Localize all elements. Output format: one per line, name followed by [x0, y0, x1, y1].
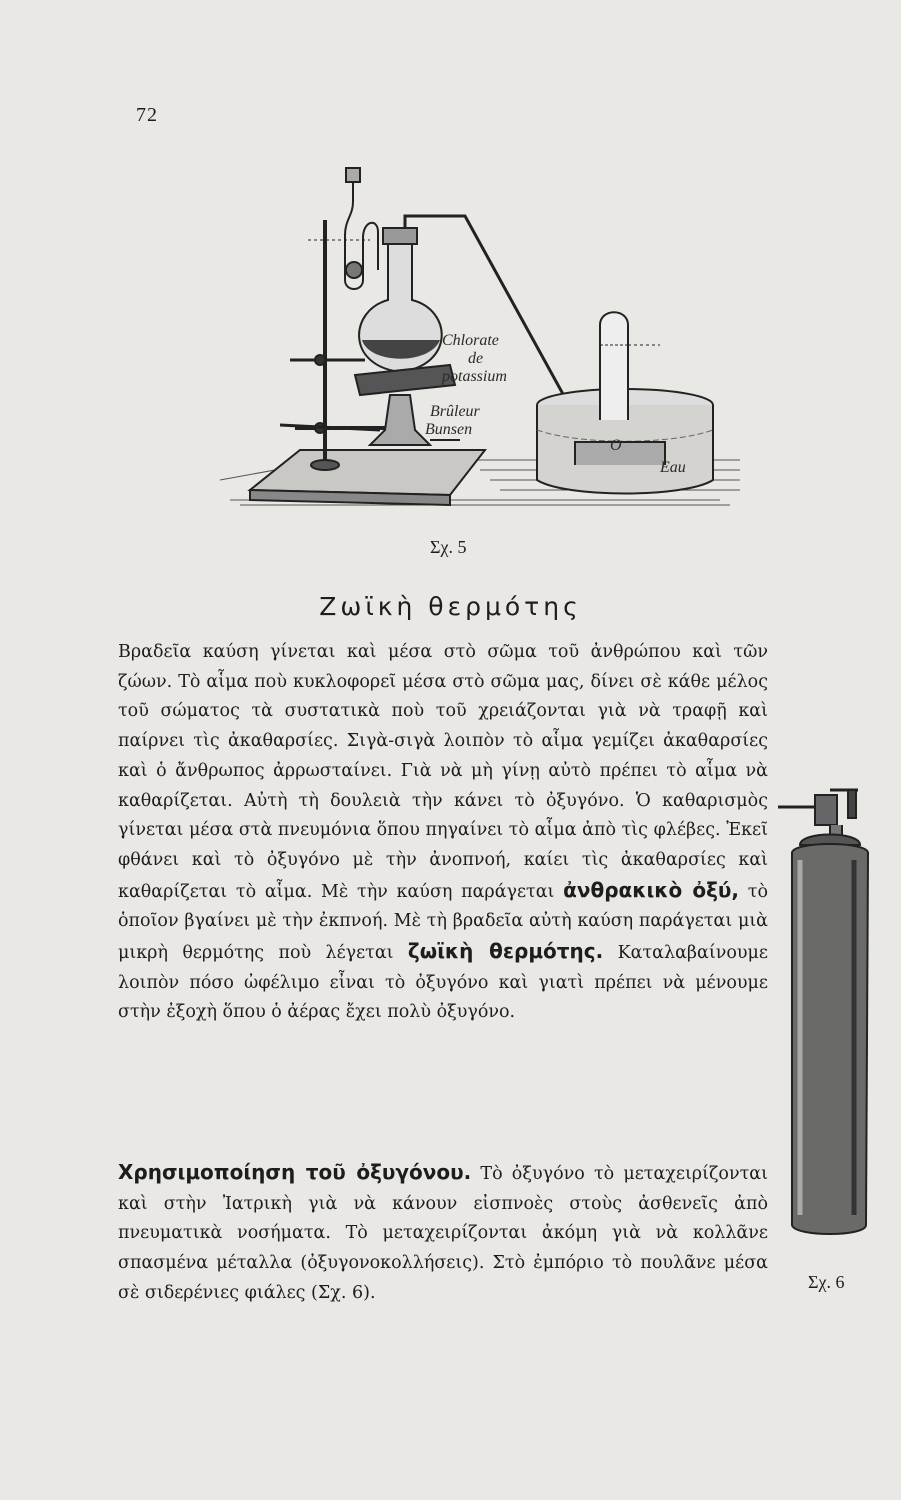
page-number: 72 [136, 104, 158, 126]
paragraph1-text-a: Βραδεῖα καύση γίνεται καὶ μέσα στὸ σῶμα τοῦ ἀνθρώπου καὶ τῶν ζώων. Τὸ αἷμα ποὺ κυκλοφορεῖ μέσα στὸ σῶμα μας, δίνει σὲ κάθε μέλος τοῦ σώματος τὰ συστατικὰ ποὺ τοῦ χρειάζονται γιὰ νὰ τραφῇ καὶ παίρνει τὶς ἀκαθαρσίες. Σιγὰ-σιγὰ λοιπὸν τὸ αἷμα γεμίζει ἀκαθαρσίες καὶ ὁ ἄνθρωπος ἀρρωσταίνει. Γιὰ νὰ μὴ γίνῃ αὐτὸ πρέπει τὸ αἷμα νὰ καθαρίζεται. Αὐτὴ τὴ δουλειὰ τὴν κάνει τὸ ὀξυγόνο. Ὁ καθαρισμὸς γίνεται μέσα στὰ πνευμόνια ὅπου πηγαίνει τὸ αἷμα ἀπὸ τὶς φλέβες. Ἐκεῖ φθάνει καὶ τὸ ὀξυγόνο μὲ τὴν ἀνοπνοή, καίει τὶς ἀκαθαρσίες καὶ καθαρίζεται τὸ αἷμα. Μὲ τὴν καύση παράγεται [118, 642, 768, 902]
paragraph1-bold-1: ἀνθρακικὸ ὀξύ, [563, 877, 740, 902]
oxygen-apparatus-illustration [220, 160, 740, 520]
chlorate-label-1: Chlorate [442, 332, 499, 349]
bunsen-burner [370, 395, 430, 445]
paragraph2-text: Τὸ ὀξυγόνο τὸ μεταχειρίζονται καὶ στὴν Ἰατρικὴ γιὰ νὰ κάνουν εἰσπνοὲς στοὺς ἀσθενεῖς ἀπὸ πνευματικὰ νοσήματα. Τὸ μεταχειρίζονται ἀκόμη γιὰ νὰ κολλᾶνε σπασμένα μέταλλα (ὀξυγονοκολλήσεις). Στὸ ἐμπόριο τὸ πουλᾶνε μέσα σὲ σιδερένιες φιάλες (Σχ. 6). [118, 1164, 768, 1303]
chlorate-label-2: de [468, 350, 484, 367]
paragraph-oxygen-usage [118, 1158, 768, 1309]
paragraph2-heading: Χρησιμοποίηση τοῦ ὀξυγόνου. [118, 1160, 472, 1184]
figure-5-caption: Σχ. 5 [430, 537, 467, 557]
chlorate-label-3: potassium [442, 368, 507, 385]
section-title: Ζωϊκὴ θερμότης [319, 592, 582, 621]
oxygen-cylinder-illustration [770, 785, 880, 1255]
paragraph1-bold-2: ζωϊκὴ θερμότης. [407, 939, 604, 964]
cylinder-body [792, 844, 868, 1234]
eau-label: Eau [660, 459, 686, 476]
paragraph1-text-b: τὸ ὁποῖον βγαίνει μὲ τὴν ἐκπνοή. Μὲ τὴ βραδεῖα αὐτὴ καύση παράγεται μιὰ μικρὴ θερμότης ποὺ λέγεται [118, 881, 768, 964]
bruleur-label-1: Brûleur [430, 403, 480, 420]
figure-6-caption: Σχ. 6 [808, 1272, 845, 1292]
paragraph1-text-c: Καταλαβαίνουμε λοιπὸν πόσο ὠφέλιμο εἶναι τὸ ὀξυγόνο καὶ γιατὶ πρέπει νὰ μένουμε στὴν ἐξοχὴ ὅπου ὁ ἀέρας ἔχει πολὺ ὀξυγόνο. [118, 943, 768, 1023]
bruleur-label-2: Bunsen [425, 421, 473, 438]
o-mark: O [610, 437, 622, 454]
gas-collecting-tube [600, 312, 628, 420]
base-board [250, 450, 485, 495]
paragraph-zoiki-thermotis [118, 638, 768, 1028]
